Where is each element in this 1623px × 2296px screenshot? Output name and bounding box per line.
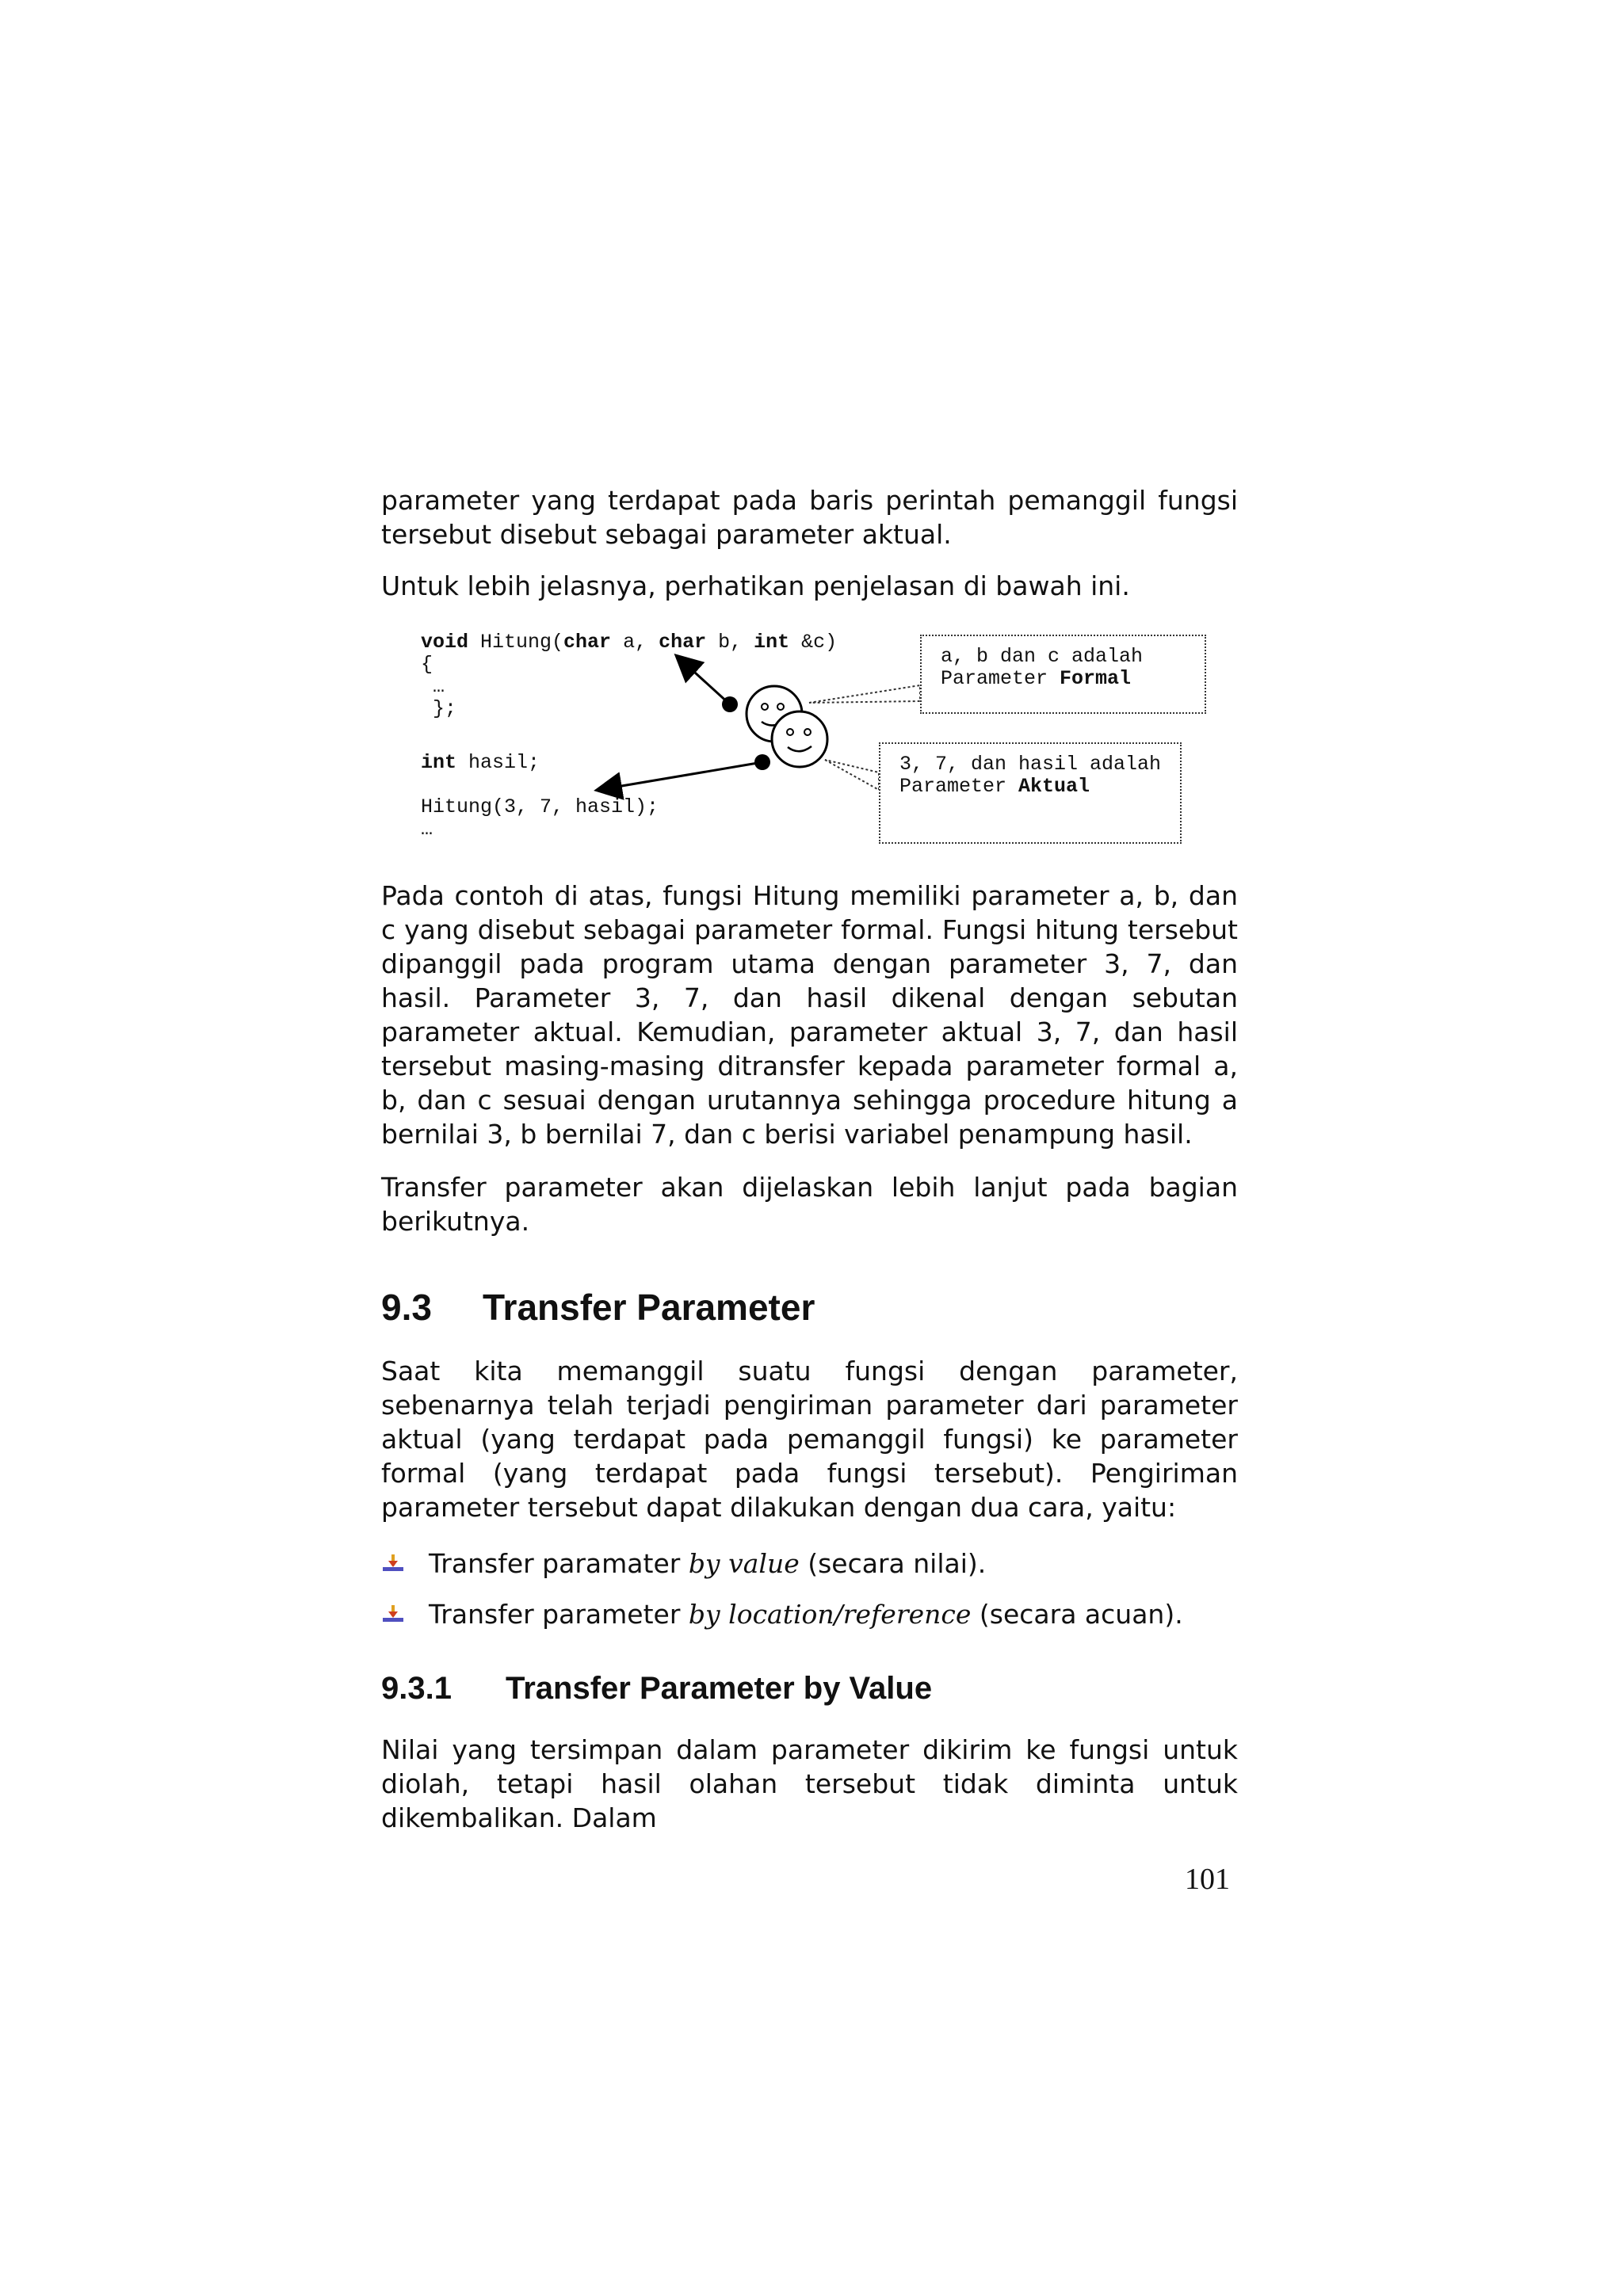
code-figure	[381, 631, 1238, 861]
smiley-face-icon	[772, 711, 827, 767]
page-content	[381, 483, 1238, 1835]
subsection-number: 9.3.1	[381, 1671, 452, 1706]
section-heading	[381, 1286, 1238, 1329]
code-line-declaration: int hasil;	[421, 751, 540, 774]
arrow-dot-aktual	[754, 754, 770, 770]
bullet-arrow-icon	[381, 1553, 405, 1575]
code-line-open-brace: {	[421, 653, 433, 676]
section-paragraph-1: Saat kita memanggil suatu fungsi dengan parameter, sebenarnya telah terjadi pengiriman parameter dari parameter aktual (yang terdapat pada pemanggil fungsi) ke parameter formal (yang terdapat pada fungsi tersebut). Pengiriman parameter tersebut dapat dilakukan dengan dua cara, yaitu:	[381, 1356, 1238, 1523]
bullet-arrow-icon	[381, 1604, 405, 1626]
leader-formal	[809, 685, 920, 703]
code-line-call: Hitung(3, 7, hasil);	[421, 795, 659, 818]
callout-parameter-formal: a, b dan c adalah Parameter Formal	[920, 635, 1206, 714]
section-number: 9.3	[381, 1287, 432, 1328]
arrow-to-aktual	[598, 762, 762, 790]
intro-paragraph-1: parameter yang terdapat pada baris perintah pemanggil fungsi tersebut disebut sebagai parameter aktual.	[381, 485, 1238, 550]
explanation-paragraph-1: Pada contoh di atas, fungsi Hitung memiliki parameter a, b, dan c yang disebut sebagai parameter formal. Fungsi hitung tersebut dipanggil pada program utama dengan parameter 3, 7, dan hasil. Parameter 3, 7, dan hasil dikenal dengan sebutan parameter aktual. Kemudian, parameter aktual 3, 7, dan hasil tersebut masing-masing ditransfer kepada parameter formal a, b, dan c sesuai dengan urutannya sehingga procedure hitung a bernilai 3, b bernilai 7, dan c berisi variabel penampung hasil.	[381, 880, 1238, 1150]
subsection-paragraph-1: Nilai yang tersimpan dalam parameter dikirim ke fungsi untuk diolah, tetapi hasil olahan tersebut tidak diminta untuk dikembalikan. Dalam	[381, 1734, 1238, 1833]
callout-parameter-aktual: 3, 7, dan hasil adalah Parameter Aktual	[879, 742, 1182, 844]
subsection-title: Transfer Parameter by Value	[506, 1671, 933, 1706]
code-line-close-brace: };	[421, 697, 457, 720]
transfer-methods-list	[381, 1547, 1238, 1631]
page-number: 101	[1185, 1863, 1230, 1896]
explanation-paragraph-2: Transfer parameter akan dijelaskan lebih lanjut pada bagian berikutnya.	[381, 1172, 1238, 1237]
arrow-to-formal	[678, 657, 730, 704]
intro-paragraph-2: Untuk lebih jelasnya, perhatikan penjelasan di bawah ini.	[381, 570, 1130, 601]
list-item: Transfer paramater by value (secara nilai).	[381, 1547, 1238, 1581]
section-title: Transfer Parameter	[483, 1287, 815, 1328]
leader-aktual	[825, 760, 879, 790]
list-item: Transfer parameter by location/reference (secara acuan).	[381, 1597, 1238, 1631]
subsection-heading	[381, 1669, 1238, 1707]
code-line-signature: void Hitung(char a, char b, int &c)	[421, 631, 838, 654]
code-line-ellipsis: …	[421, 818, 433, 841]
arrow-dot-formal	[722, 696, 738, 712]
code-line-body: …	[421, 675, 445, 698]
